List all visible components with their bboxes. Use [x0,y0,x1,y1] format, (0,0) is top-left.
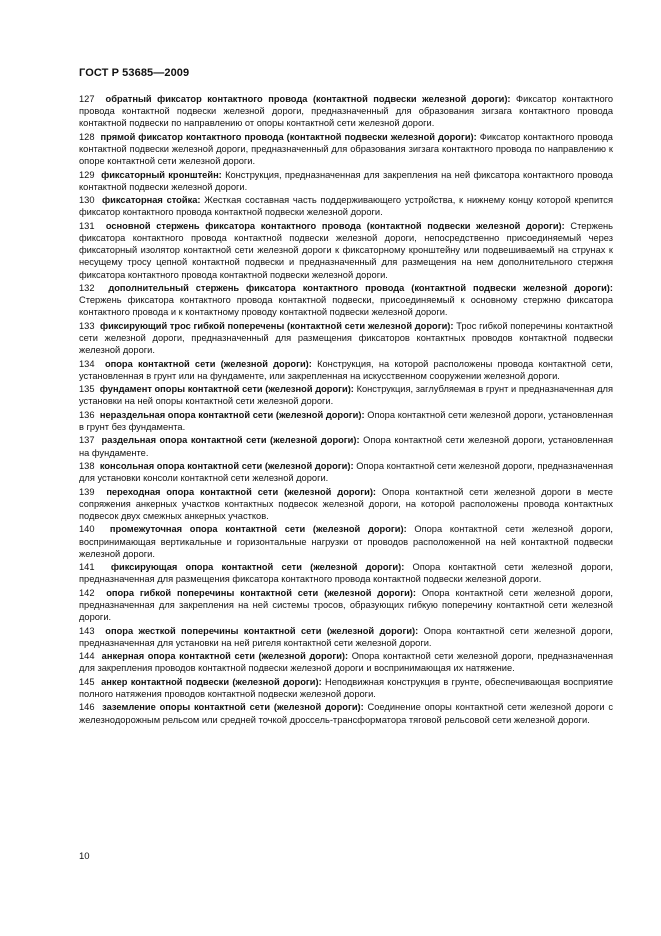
entry-term: фиксирующая опора контактной сети (железной дороги): [110,562,405,573]
entry-number: 136 [79,409,95,420]
entry-term: основной стержень фиксатора контактного провода (контактной подвески железной дороги): [105,220,565,231]
entry-definition: Опора контактной сети железной дороги, предназначенная для размещения фиксатора контактного провода контактной подвески железной дороги. [79,562,613,585]
entry-number: 127 [79,94,95,104]
term-entry [79,625,613,649]
entry-number: 146 [79,702,95,713]
entry-term: опора контактной сети (железной дороги): [104,358,312,369]
term-entry [79,169,613,193]
entry-number: 143 [79,625,95,636]
entry-definition: Стержень фиксатора контактного провода контактной подвески, присоединяемый к основному стержню фиксатора контактного провода и к контактному проводу контактной подвески железной дороги. [79,295,613,318]
entry-number: 141 [79,562,95,573]
entry-term: дополнительный стержень фиксатора контактного провода (контактной подвески железной дороги): [108,282,613,293]
entry-definition: Опора контактной сети железной дороги, предназначенная для закрепления проводов контактной подвески железной дороги и воспринимающая их натяжение. [79,651,613,674]
entry-definition: Конструкция, заглубляемая в грунт и предназначенная для установки на ней опоры контактной сети железной дороги. [79,384,613,407]
entry-definition: Опора контактной сети железной дороги, воспринимающая вертикальные и горизонтальные нагрузки от проводов расположенной на ней контактной подвески железной дороги. [79,524,613,559]
document-header: ГОСТ Р 53685—2009 [79,67,190,79]
entry-number: 137 [79,435,95,446]
term-entry [79,358,613,382]
entry-term: фундамент опоры контактной сети (железной дороги): [99,384,354,395]
entry-number: 131 [79,220,95,231]
term-entry [79,523,613,560]
entry-term: раздельная опора контактной сети (железной дороги): [101,435,360,446]
entry-number: 134 [79,358,95,369]
term-entry [79,676,613,700]
entry-term: консольная опора контактной сети (железной дороги): [99,460,354,471]
term-entry [79,409,613,433]
entry-definition: Опора контактной сети железной дороги, установленная в грунт без фундамента. [79,409,613,432]
entry-number: 145 [79,676,95,687]
entry-definition: Опора контактной сети железной дороги, установленная на фундаменте. [79,435,613,458]
term-entry [79,383,613,407]
term-entry [79,131,613,168]
entry-number: 130 [79,195,95,206]
entry-number: 128 [79,131,95,142]
entry-number: 144 [79,651,95,662]
term-entry [79,282,613,319]
term-entry [79,93,613,130]
term-entry [79,561,613,585]
term-entry [79,194,613,218]
entry-definition: Жесткая составная часть поддерживающего устройства, к нижнему концу которой крепится фиксатор контактного провода контактной подвески железной дороги. [79,195,613,218]
entry-term: обратный фиксатор контактного провода (контактной подвески железной дороги): [105,94,511,104]
entry-term: нераздельная опора контактной сети (железной дороги): [99,409,365,420]
entry-term: анкерная опора контактной сети (железной дороги): [101,651,349,662]
entry-term: фиксаторный кронштейн: [101,169,222,180]
entry-term: опора жесткой поперечины контактной сети (железной дороги): [105,625,419,636]
entry-definition: Фиксатор контактного провода контактной подвески железной дороги, предназначенный для образования зигзага контактного провода по направлению к опоре контактной сети железной дороги. [79,131,613,167]
entry-definition: Опора контактной сети железной дороги, предназначенная для закрепления на ней системы тросов, образующих гибкую поперечину контактной сети железной дороги. [79,587,613,623]
term-entry [79,320,613,357]
entry-number: 139 [79,486,95,497]
entry-definition: Соединение опоры контактной сети железной дороги с железнодорожным рельсом или средней точкой дроссель-трансформатора тяговой рельсовой сети железной дороги. [79,702,613,725]
entry-term: фиксирующий трос гибкой поперечены (контактной сети железной дороги): [99,320,454,331]
entry-number: 140 [79,524,95,535]
entry-definition: Неподвижная конструкция в грунте, обеспечивающая восприятие полного натяжения проводов контактной подвески железной дороги. [79,676,613,699]
term-entry [79,220,613,281]
entry-definition: Конструкция, на которой расположены провода контактной сети, установленная в грунт или на фундаменте, или закрепленная на искусственном сооружении железной дороги. [79,358,613,381]
entry-definition: Фиксатор контактного провода контактной подвески железной дороги, предназначенный для образования зигзага контактного провода контактной подвески по направлению от опоры контактной сети железной дороги. [79,94,613,129]
term-entry [79,460,613,484]
entry-term: анкер контактной подвески (железной дороги): [101,676,322,687]
entry-definition: Опора контактной сети железной дороги, предназначенная для установки на ней ригеля контактной сети железной дороги. [79,625,614,648]
entry-term: прямой фиксатор контактного провода (контактной подвески железной дороги): [100,131,477,142]
entry-number: 133 [79,320,95,331]
term-entry [79,587,613,624]
entries-list [79,93,613,727]
term-entry [79,650,613,674]
page-number: 10 [79,851,90,862]
term-entry [79,434,613,458]
entry-number: 138 [79,460,95,471]
entry-term: переходная опора контактной сети (железной дороги): [106,486,377,497]
entry-number: 135 [79,384,95,395]
entry-number: 142 [79,587,95,598]
term-entry [79,486,613,523]
entry-definition: Опора контактной сети железной дороги в месте сопряжения анкерных участков контактных подвесок железной дороги, на которой расположены провода контактных подвесок двух смежных анкерных участков. [79,486,613,521]
entry-term: заземление опоры контактной сети (железной дороги): [102,702,364,713]
entry-definition: Стержень фиксатора контактного провода контактной подвески железной дороги, непосредственно присоединяемый через фиксаторный изолятор контактной сети железной дороги к фиксаторному кронштейну или подвешиваемый на струнах к несущему тросу цепной контактной подвески и предназначенный для размещения на нем дополнительного стержня фиксатора контактного провода контактной подвески железной дороги. [79,220,613,280]
entry-term: опора гибкой поперечины контактной сети (железной дороги): [106,587,416,598]
entry-number: 132 [79,282,95,293]
entry-definition: Трос гибкой поперечины контактной сети железной дороги, предназначенный для размещения фиксаторов контактных проводов контактной подвески железной дороги. [79,320,613,356]
entry-term: фиксаторная стойка: [102,195,201,206]
entry-definition: Опора контактной сети железной дороги, предназначенная для установки консоли контактной сети железной дороги. [79,460,613,484]
term-entry [79,701,613,725]
entry-definition: Конструкция, предназначенная для закрепления на ней фиксатора контактного провода контактной подвески железной дороги. [79,169,613,192]
entry-term: промежуточная опора контактной сети (железной дороги): [109,524,407,535]
entry-number: 129 [79,169,95,180]
